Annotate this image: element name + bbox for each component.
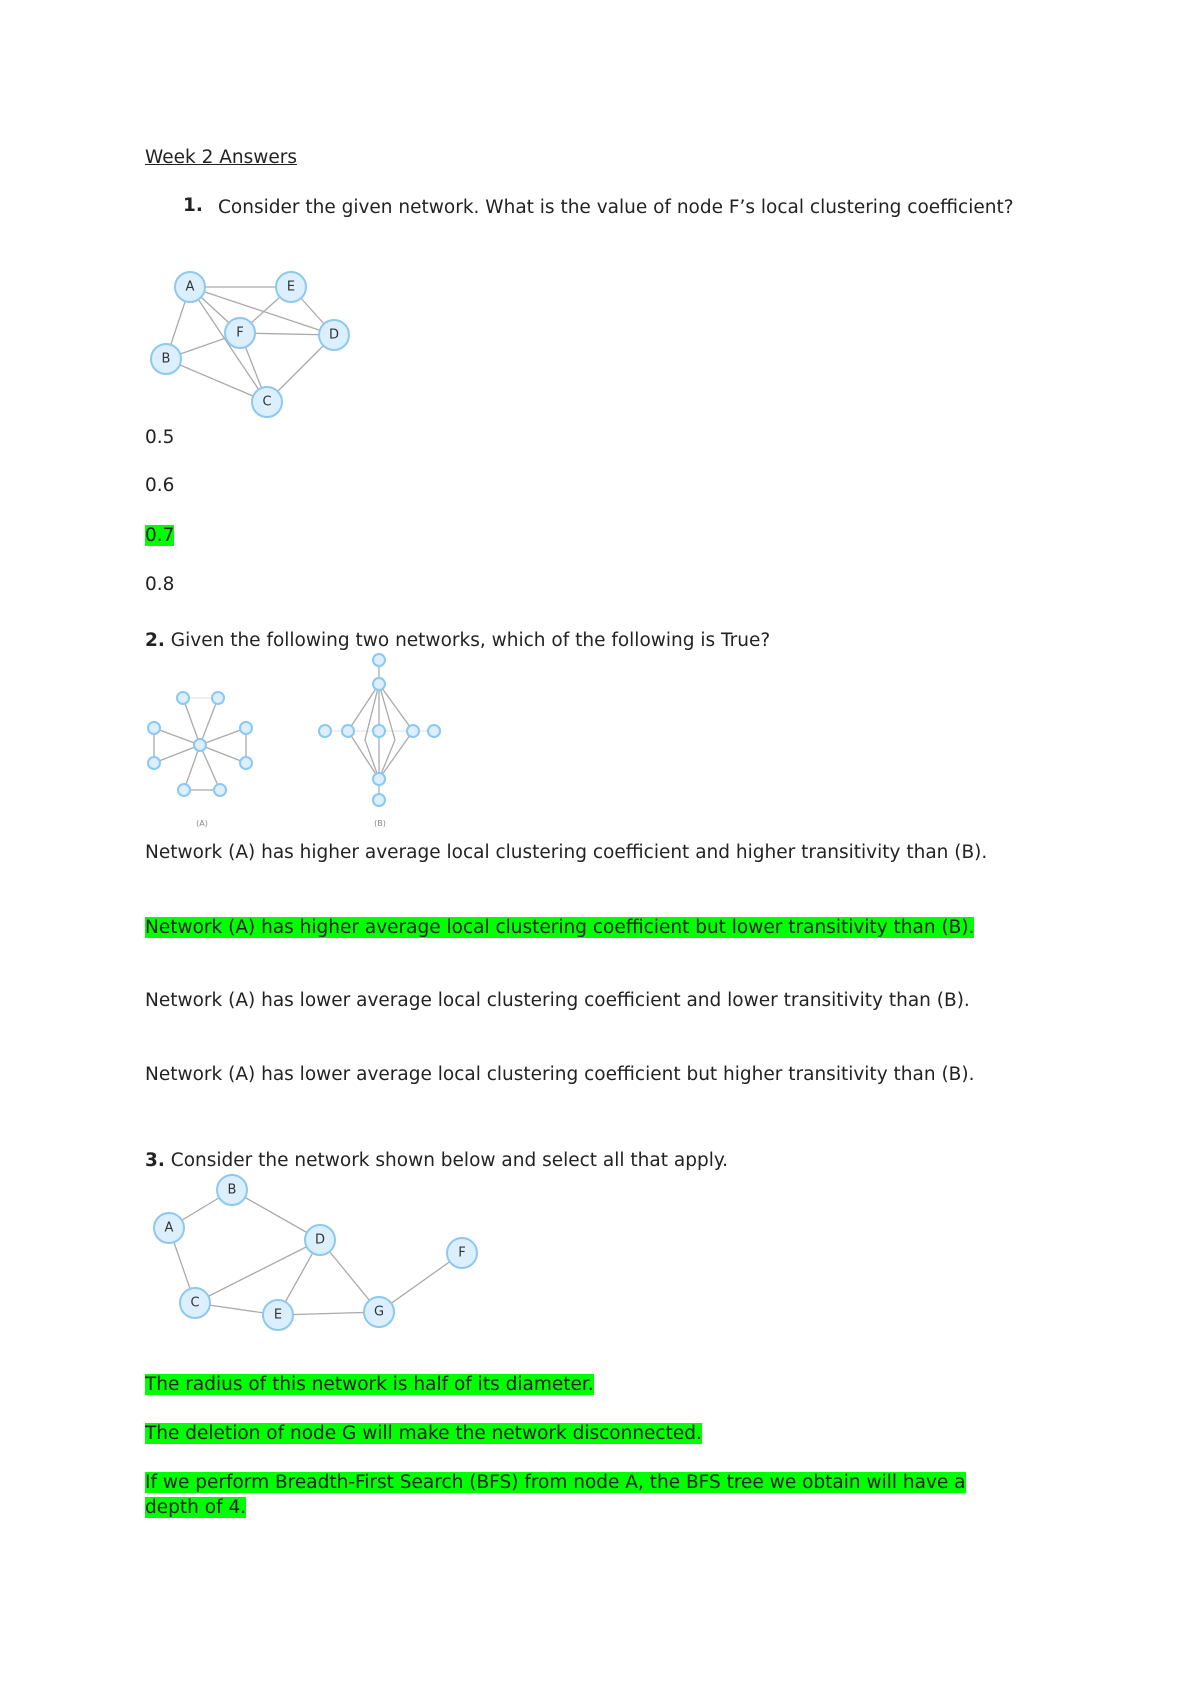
- svg-text:E: E: [286, 279, 296, 295]
- node-d: [305, 1225, 335, 1255]
- svg-text:D: D: [314, 1232, 326, 1248]
- question-3-text: Consider the network shown below and select all that apply.: [164, 1150, 729, 1171]
- svg-text:G: G: [373, 1304, 385, 1320]
- svg-text:C: C: [262, 394, 272, 410]
- svg-text:C: C: [190, 1295, 200, 1311]
- question-1-network: [151, 272, 349, 417]
- node-c: [180, 1288, 210, 1318]
- node-d: [319, 320, 349, 350]
- q3-option-correct[interactable]: The radius of this network is half of its diameter.: [145, 1374, 594, 1395]
- caption-a: (A): [196, 819, 208, 828]
- page-title: Week 2 Answers: [145, 147, 297, 168]
- node-e: [263, 1300, 293, 1330]
- node-b: [151, 344, 181, 374]
- question-3-network: [154, 1175, 477, 1330]
- svg-text:D: D: [328, 327, 340, 343]
- node-e: [276, 272, 306, 302]
- q1-option[interactable]: 0.8: [145, 574, 175, 595]
- question-2: [145, 628, 1065, 653]
- question-3: [145, 1148, 1065, 1173]
- caption-b: (B): [374, 819, 386, 828]
- node-c: [252, 387, 282, 417]
- node-a: [154, 1213, 184, 1243]
- question-1-number: 1.: [183, 195, 203, 216]
- q1-option-correct[interactable]: 0.7: [145, 525, 175, 546]
- q2-option[interactable]: Network (A) has lower average local clustering coefficient and lower transitivity than (B).: [145, 990, 970, 1011]
- q2-option[interactable]: Network (A) has lower average local clustering coefficient but higher transitivity than (B).: [145, 1064, 975, 1085]
- node-f: [447, 1238, 477, 1268]
- svg-text:F: F: [236, 325, 244, 341]
- q1-option[interactable]: 0.5: [145, 427, 175, 448]
- svg-text:F: F: [458, 1245, 466, 1261]
- q2-option[interactable]: Network (A) has higher average local clustering coefficient and higher transitivity than (B).: [145, 842, 988, 863]
- node-g: [364, 1297, 394, 1327]
- question-1-text: Consider the given network. What is the value of node F’s local clustering coefficient?: [218, 197, 1014, 218]
- q2-option-correct[interactable]: Network (A) has higher average local clustering coefficient but lower transitivity than (B).: [145, 917, 975, 938]
- svg-text:A: A: [185, 279, 195, 295]
- svg-text:B: B: [161, 351, 171, 367]
- svg-text:A: A: [164, 1220, 174, 1236]
- node-f: [225, 318, 255, 348]
- question-2-network-b: [319, 654, 440, 828]
- question-3-number: 3.: [145, 1150, 165, 1171]
- node-a: [175, 272, 205, 302]
- q3-option-correct[interactable]: The deletion of node G will make the network disconnected.: [145, 1423, 702, 1444]
- q3-option-correct[interactable]: If we perform Breadth-First Search (BFS) from node A, the BFS tree we obtain will have a depth of 4.: [145, 1472, 966, 1518]
- svg-text:B: B: [227, 1182, 237, 1198]
- node-b: [217, 1175, 247, 1205]
- svg-text:E: E: [273, 1307, 283, 1323]
- question-2-number: 2.: [145, 630, 165, 651]
- question-2-network-a: [148, 692, 252, 828]
- question-2-text: Given the following two networks, which of the following is True?: [164, 630, 771, 651]
- q1-option[interactable]: 0.6: [145, 475, 175, 496]
